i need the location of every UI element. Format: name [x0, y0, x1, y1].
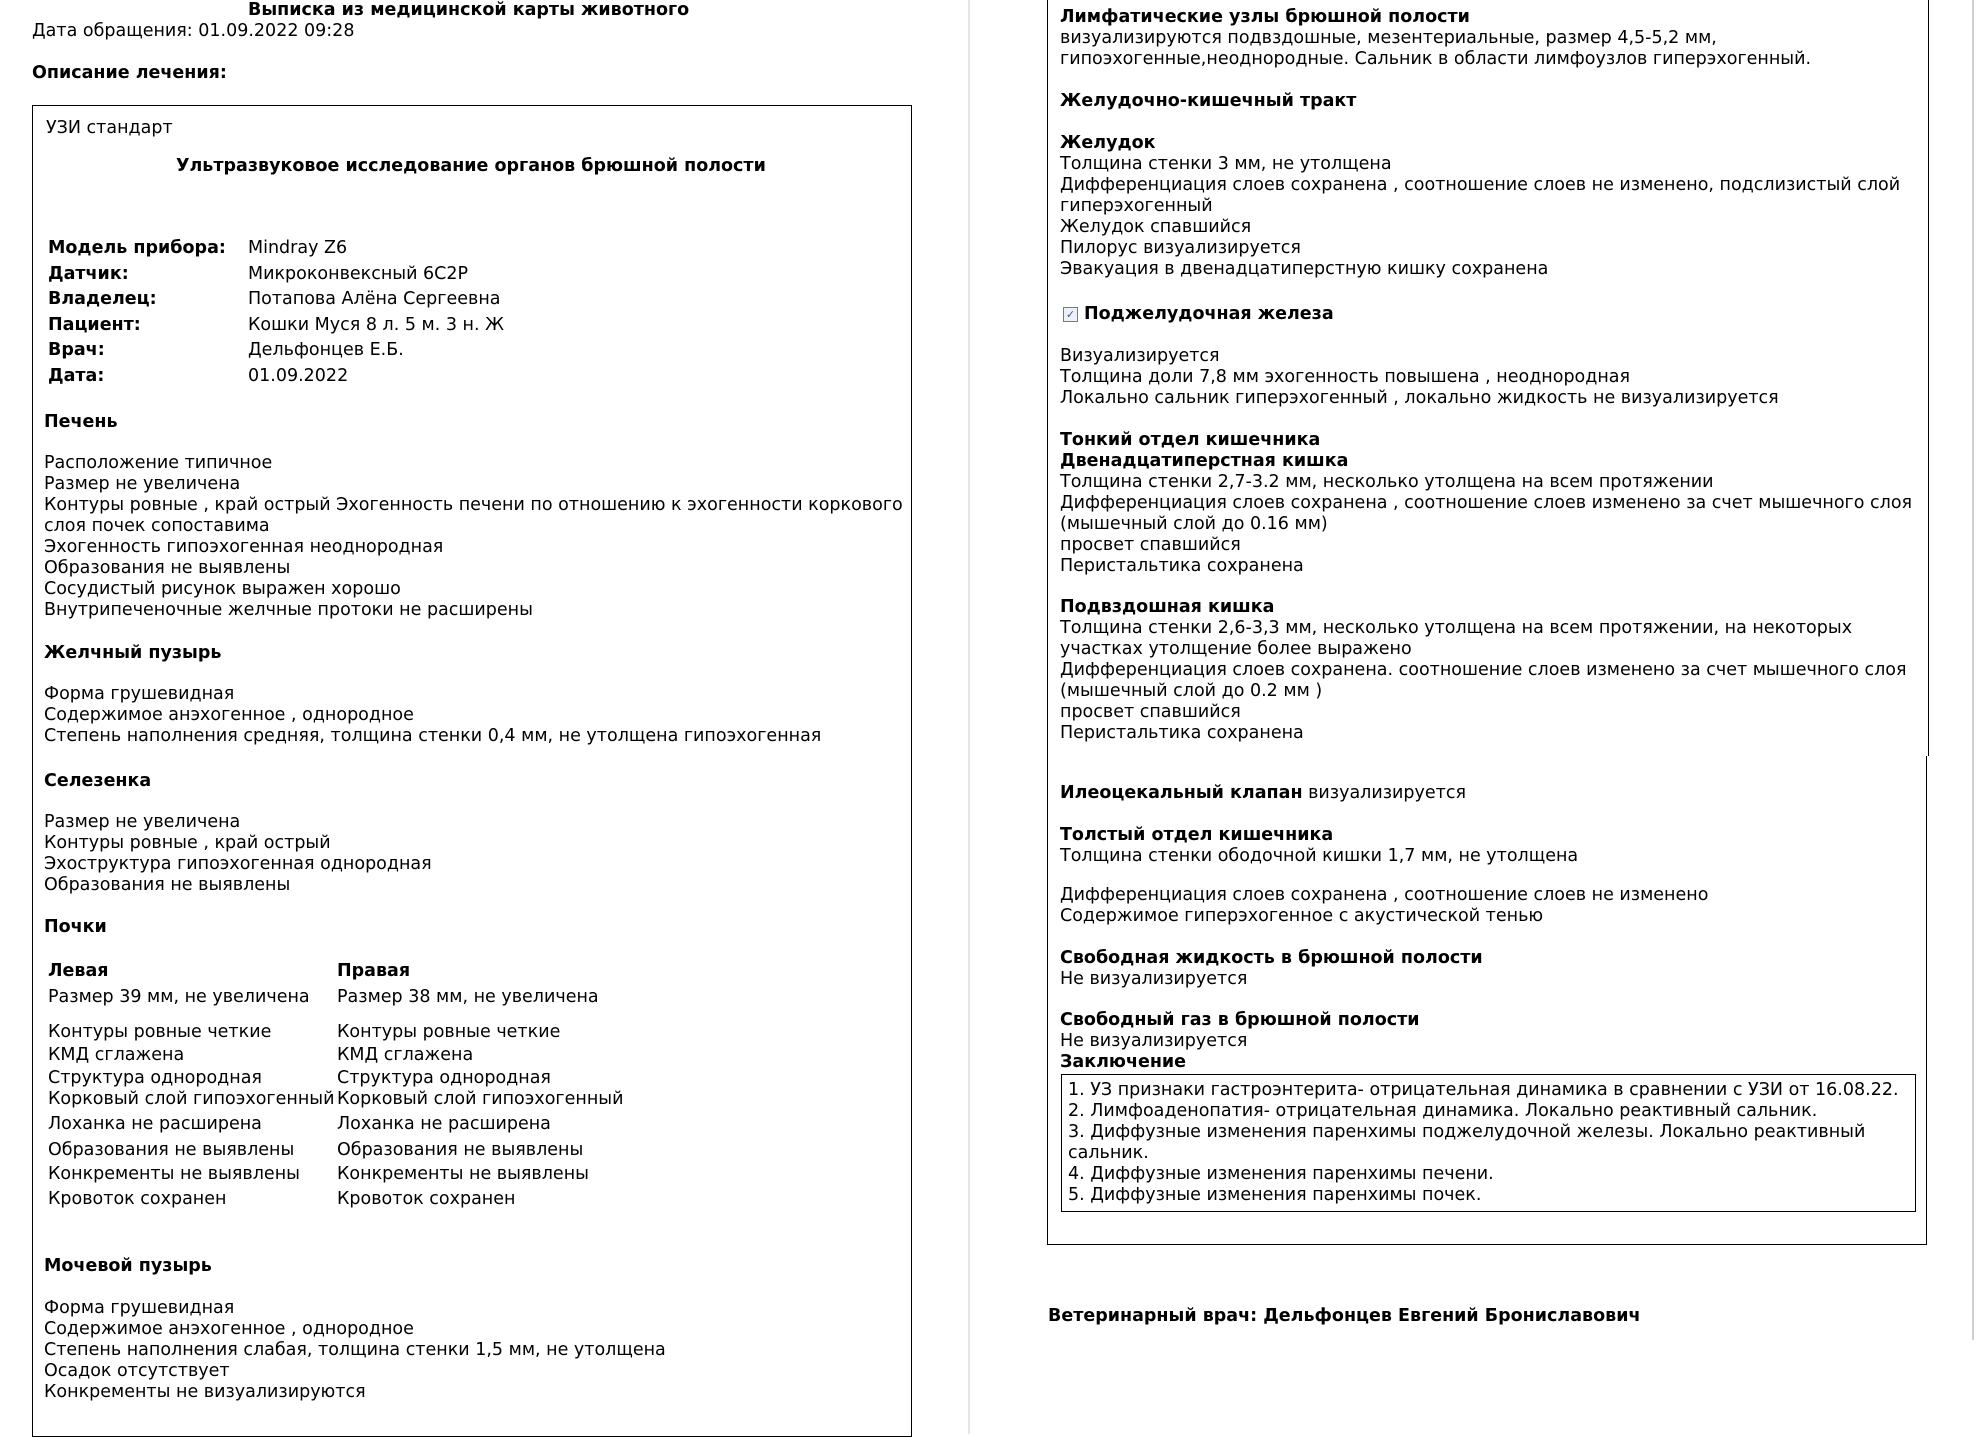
text-line: Конкременты не выявлены: [48, 1164, 300, 1184]
text-line: Конкременты не выявлены: [337, 1164, 589, 1184]
text-line: Дифференциация слоев сохранена , соотношение слоев не изменено, подслизистый слой: [1060, 175, 1901, 195]
pancreas-section: [1060, 346, 1779, 409]
text-line: визуализируются подвздошные, мезентериальные, размер 4,5-5,2 мм,: [1060, 28, 1717, 48]
text-line: Эхоструктура гипоэхогенная однородная: [44, 854, 432, 874]
ileocecal-value: визуализируется: [1308, 783, 1466, 803]
gallbladder-section: [44, 684, 821, 747]
text-line: Толщина стенки 2,6-3,3 мм, несколько утолщена на всем протяжении, на некоторых: [1060, 618, 1853, 638]
left-kidney-heading: Левая: [48, 961, 109, 981]
conclusion-item: 4. Диффузные изменения паренхимы печени.: [1068, 1164, 1494, 1184]
pancreas-heading: Поджелудочная железа: [1084, 304, 1334, 324]
git-heading: Желудочно-кишечный тракт: [1060, 91, 1357, 111]
text-line: Дифференциация слоев сохранена , соотношение слоев не изменено: [1060, 885, 1709, 905]
text-line: гипоэхогенные,неоднородные. Сальник в области лимфоузлов гиперэхогенный.: [1060, 49, 1812, 69]
info-value: Потапова Алёна Сергеевна: [248, 289, 501, 309]
text-line: Форма грушевидная: [44, 684, 235, 704]
text-line: Форма грушевидная: [44, 1298, 235, 1318]
lymph-heading: Лимфатические узлы брюшной полости: [1060, 7, 1470, 27]
text-line: Образования не выявлены: [44, 875, 291, 895]
text-line: Содержимое анэхогенное , однородное: [44, 705, 414, 725]
text-line: Содержимое анэхогенное , однородное: [44, 1319, 414, 1339]
info-row: [48, 315, 504, 341]
stomach-heading: Желудок: [1060, 133, 1156, 153]
info-value: Дельфонцев Е.Б.: [248, 340, 404, 360]
text-line: Внутрипеченочные желчные протоки не расширены: [44, 600, 533, 620]
page-separator: [968, 0, 970, 1434]
exam-info-table: [48, 238, 504, 391]
text-line: Размер не увеличена: [44, 474, 241, 494]
text-line: Дифференциация слоев сохранена. соотношение слоев изменено за счет мышечного слоя: [1060, 660, 1907, 680]
info-label: Врач:: [48, 340, 105, 360]
info-value: Микроконвексный 6С2Р: [248, 263, 469, 284]
visit-date: Дата обращения: 01.09.2022 09:28: [32, 21, 355, 41]
liver-section: [44, 453, 903, 621]
text-line: Толщина стенки 2,7-3.2 мм, несколько утолщена на всем протяжении: [1060, 472, 1714, 492]
text-line: Корковый слой гипоэхогенный: [337, 1089, 624, 1109]
free-fluid-value: Не визуализируется: [1060, 969, 1248, 989]
text-line: Толщина доли 7,8 мм эхогенность повышена , неоднородная: [1060, 367, 1631, 387]
conclusion-list: [1068, 1080, 1899, 1206]
text-line: Эхогенность гипоэхогенная неоднородная: [44, 537, 444, 557]
right-kidney-size: Размер 38 мм, не увеличена: [337, 987, 599, 1007]
liver-heading: Печень: [44, 412, 118, 432]
text-line: Размер не увеличена: [44, 812, 241, 832]
pancreas-heading-row: [1063, 304, 1334, 325]
text-line: Структура однородная: [337, 1068, 551, 1088]
info-row: [48, 289, 504, 315]
ileocecal-row: [1060, 783, 1466, 804]
text-line: Визуализируется: [1060, 346, 1220, 366]
page-break-mask: [34, 1016, 910, 1017]
text-line: Перистальтика сохранена: [1060, 723, 1304, 743]
info-row: [48, 340, 504, 366]
text-line: Содержимое гиперэхогенное с акустической тенью: [1060, 906, 1544, 926]
text-line: Локально сальник гиперэхогенный , локально жидкость не визуализируется: [1060, 388, 1779, 408]
ileum-section: [1060, 618, 1907, 744]
conclusion-item: 3. Диффузные изменения паренхимы поджелудочной железы. Локально реактивный: [1068, 1122, 1866, 1142]
large-intestine-line: Толщина стенки ободочной кишки 1,7 мм, не утолщена: [1060, 846, 1579, 866]
conclusion-heading: Заключение: [1060, 1052, 1187, 1072]
text-line: просвет спавшийся: [1060, 535, 1241, 555]
text-line: Осадок отсутствует: [44, 1361, 230, 1381]
stomach-section: [1060, 154, 1900, 280]
text-line: слоя почек сопоставима: [44, 516, 270, 536]
text-line: Дифференциация слоев сохранена , соотношение слоев изменено за счет мышечного слоя: [1060, 493, 1913, 513]
free-fluid-heading: Свободная жидкость в брюшной полости: [1060, 948, 1483, 968]
text-line: КМД сглажена: [48, 1045, 185, 1065]
conclusion-item: 1. УЗ признаки гастроэнтерита- отрицательная динамика в сравнении с УЗИ от 16.08.22.: [1068, 1080, 1899, 1100]
text-line: Толщина стенки 3 мм, не утолщена: [1060, 154, 1392, 174]
info-row: [48, 366, 504, 392]
text-line: Лоханка не расширена: [48, 1114, 262, 1134]
right-edge-separator: [1972, 0, 1974, 1340]
exam-type: УЗИ стандарт: [46, 118, 173, 138]
right-kidney-heading: Правая: [337, 961, 411, 981]
kidneys-heading: Почки: [44, 917, 107, 937]
ileum-heading: Подвздошная кишка: [1060, 597, 1275, 617]
spleen-section: [44, 812, 432, 896]
text-line: КМД сглажена: [337, 1045, 474, 1065]
bladder-heading: Мочевой пузырь: [44, 1256, 212, 1276]
conclusion-item: 2. Лимфоаденопатия- отрицательная динамика. Локально реактивный сальник.: [1068, 1101, 1818, 1121]
text-line: Контуры ровные , край острый: [44, 833, 331, 853]
text-line: Перистальтика сохранена: [1060, 556, 1304, 576]
text-line: Образования не выявлены: [337, 1140, 584, 1160]
large-intestine-section: [1060, 885, 1708, 927]
text-line: Образования не выявлены: [48, 1140, 295, 1160]
text-line: гиперэхогенный: [1060, 196, 1213, 216]
text-line: Лоханка не расширена: [337, 1114, 551, 1134]
info-value: 01.09.2022: [248, 365, 349, 386]
text-line: Пилорус визуализируется: [1060, 238, 1301, 258]
text-line: Контуры ровные , край острый Эхогенность печени по отношению к эхогенности коркового: [44, 495, 903, 515]
text-line: Образования не выявлены: [44, 558, 291, 578]
text-line: Эвакуация в двенадцатиперстную кишку сохранена: [1060, 259, 1549, 279]
text-line: (мышечный слой до 0.16 мм): [1060, 514, 1328, 534]
large-intestine-heading: Толстый отдел кишечника: [1060, 825, 1334, 845]
text-line: Контуры ровные четкие: [48, 1022, 272, 1042]
lymph-section: [1060, 28, 1811, 70]
text-line: Корковый слой гипоэхогенный: [48, 1089, 335, 1109]
conclusion-item: сальник.: [1068, 1143, 1149, 1163]
info-label: Модель прибора:: [48, 238, 226, 258]
document-title: Выписка из медицинской карты животного: [248, 0, 690, 20]
info-value: Кошки Муся 8 л. 5 м. 3 н. Ж: [248, 314, 504, 335]
bladder-section: [44, 1298, 666, 1403]
info-value: Mindray Z6: [248, 238, 348, 258]
exam-title: Ультразвуковое исследование органов брюшной полости: [176, 156, 766, 176]
gallbladder-heading: Желчный пузырь: [44, 643, 222, 663]
ileocecal-heading: Илеоцекальный клапан: [1060, 783, 1303, 803]
text-line: Конкременты не визуализируются: [44, 1382, 366, 1402]
left-kidney-size: Размер 39 мм, не увеличена: [48, 987, 310, 1007]
text-line: Степень наполнения слабая, толщина стенки 1,5 мм, не утолщена: [44, 1340, 666, 1360]
free-gas-value: Не визуализируется: [1060, 1031, 1248, 1051]
text-line: Желудок спавшийся: [1060, 217, 1252, 237]
spleen-heading: Селезенка: [44, 771, 152, 791]
text-line: просвет спавшийся: [1060, 702, 1241, 722]
text-line: Расположение типичное: [44, 453, 273, 473]
info-label: Датчик:: [48, 263, 129, 284]
text-line: Кровоток сохранен: [337, 1189, 516, 1209]
left-kidney-list: [48, 1022, 334, 1214]
text-line: Степень наполнения средняя, толщина стенки 0,4 мм, не утолщена гипоэхогенная: [44, 726, 822, 746]
duodenum-heading: Двенадцатиперстная кишка: [1060, 451, 1349, 471]
info-row: [48, 264, 504, 290]
text-line: Сосудистый рисунок выражен хорошо: [44, 579, 401, 599]
text-line: Кровоток сохранен: [48, 1189, 227, 1209]
text-line: Структура однородная: [48, 1068, 262, 1088]
doctor-signature: Ветеринарный врач: Дельфонцев Евгений Брониславович: [1048, 1306, 1641, 1326]
conclusion-item: 5. Диффузные изменения паренхимы почек.: [1068, 1185, 1482, 1205]
pancreas-checkbox[interactable]: ✓: [1063, 307, 1078, 322]
free-gas-heading: Свободный газ в брюшной полости: [1060, 1010, 1420, 1030]
info-label: Владелец:: [48, 289, 157, 309]
info-label: Пациент:: [48, 314, 141, 335]
text-line: (мышечный слой до 0.2 мм ): [1060, 681, 1323, 701]
small-intestine-heading: Тонкий отдел кишечника: [1060, 430, 1321, 450]
text-line: участках утолщение более выражено: [1060, 639, 1412, 659]
duodenum-section: [1060, 472, 1912, 577]
text-line: Контуры ровные четкие: [337, 1022, 561, 1042]
right-kidney-list: [337, 1022, 623, 1214]
info-row: [48, 238, 504, 264]
treatment-heading: Описание лечения:: [32, 63, 227, 83]
info-label: Дата:: [48, 365, 105, 386]
